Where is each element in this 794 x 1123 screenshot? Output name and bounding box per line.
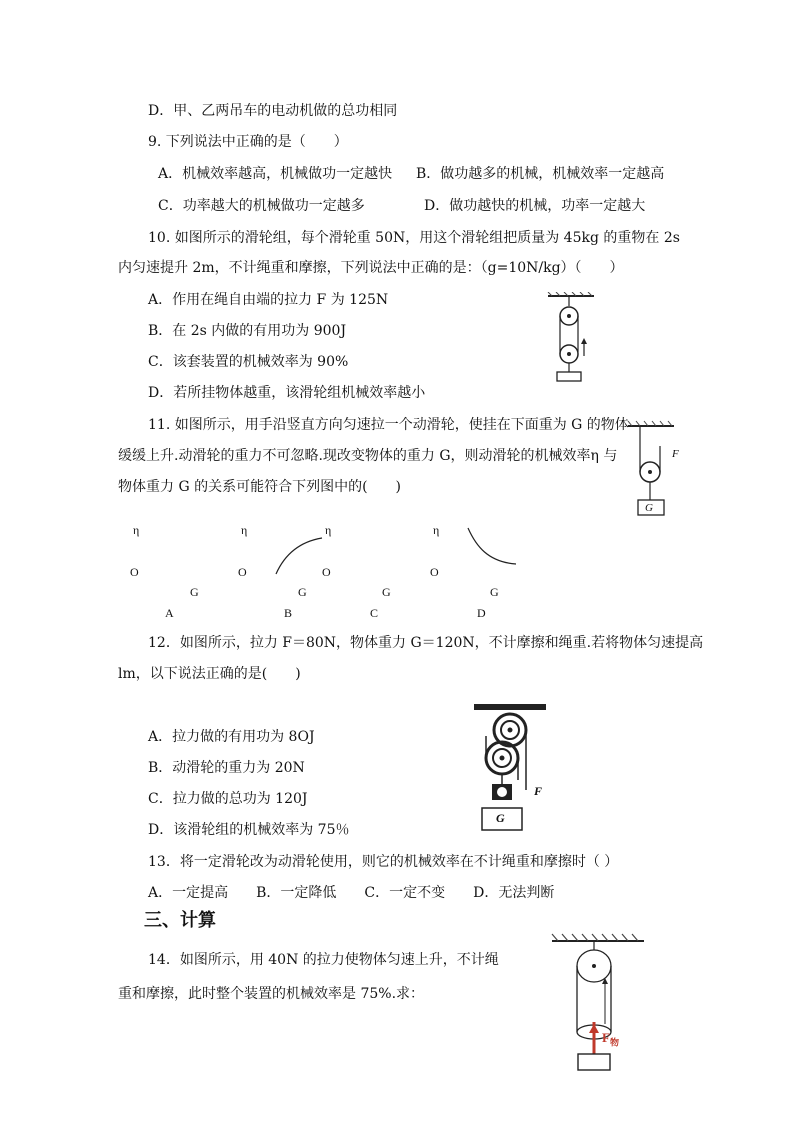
graph-b-eta-label: η bbox=[241, 523, 248, 537]
q12-pulley-figure bbox=[472, 702, 552, 834]
graph-b-letter: B bbox=[284, 606, 293, 620]
q10-option-c: C．该套装置的机械效率为 90% bbox=[148, 354, 349, 370]
q9-stem: 9. 下列说法中正确的是（ ） bbox=[148, 134, 348, 150]
graph-c-axis-label: G bbox=[382, 585, 391, 599]
graph-b-curve bbox=[270, 532, 330, 578]
graph-d-eta-label: η bbox=[433, 523, 440, 537]
graph-a-letter: A bbox=[165, 606, 174, 620]
q11-stem-line3: 物体重力 G 的关系可能符合下列图中的( ) bbox=[118, 479, 402, 495]
graph-d-axis-label: G bbox=[490, 585, 499, 599]
q11-force-label: F bbox=[672, 448, 679, 460]
section-title-calculation: 三、计算 bbox=[144, 910, 216, 931]
graph-a-origin-label: O bbox=[130, 565, 139, 579]
graph-c-eta-label: η bbox=[325, 523, 332, 537]
q10-option-d: D．若所挂物体越重，该滑轮组机械效率越小 bbox=[148, 385, 426, 401]
q12-option-d: D．该滑轮组的机械效率为 75％ bbox=[148, 822, 350, 838]
q12-stem-line1: 12．如图所示，拉力 F＝80N，物体重力 G＝120N，不计摩擦和绳重.若将物体匀速提高 bbox=[148, 635, 704, 651]
q11-pulley-figure bbox=[626, 420, 686, 522]
q12-option-a: A．拉力做的有用功为 8OJ bbox=[148, 729, 315, 745]
q9-option-c: C．功率越大的机械做功一定越多 bbox=[158, 198, 365, 214]
graph-d-origin-label: O bbox=[430, 565, 439, 579]
q10-stem-line1: 10. 如图所示的滑轮组，每个滑轮重 50N，用这个滑轮组把质量为 45kg 的重物在 2s bbox=[148, 230, 680, 246]
graph-c-letter: C bbox=[370, 606, 379, 620]
graph-d-letter: D bbox=[477, 606, 486, 620]
q12-stem-line2: lm，以下说法正确的是( ) bbox=[118, 666, 301, 682]
q11-stem-line1: 11. 如图所示，用手沿竖直方向匀速拉一个动滑轮，使挂在下面重为 G 的物体 bbox=[148, 417, 629, 433]
q14-force-subscript: 物 bbox=[609, 1037, 619, 1048]
q14-stem-line2: 重和摩擦，此时整个装置的机械效率是 75%.求： bbox=[118, 986, 425, 1002]
q11-stem-line2: 缓缓上升.动滑轮的重力不可忽略.现改变物体的重力 G，则动滑轮的机械效率η 与 bbox=[118, 448, 618, 464]
graph-b-axis-label: G bbox=[298, 585, 307, 599]
q12-option-c: C．拉力做的总功为 120J bbox=[148, 791, 308, 807]
q13-options: A．一定提高 B．一定降低 C．一定不变 D．无法判断 bbox=[148, 885, 555, 901]
q10-option-a: A．作用在绳自由端的拉力 F 为 125N bbox=[148, 292, 389, 308]
q9-option-a: A．机械效率越高，机械做功一定越快 bbox=[158, 166, 393, 182]
q12-weight-label: G bbox=[496, 811, 505, 825]
graph-c-origin-label: O bbox=[322, 565, 331, 579]
q10-stem-line2: 内匀速提升 2m，不计绳重和摩擦，下列说法中正确的是：（g=10N/kg）（ ） bbox=[118, 260, 624, 276]
q9-option-b: B．做功越多的机械，机械效率一定越高 bbox=[416, 166, 665, 182]
q14-force-letter: F bbox=[602, 1030, 610, 1045]
graph-a-axis-label: G bbox=[190, 585, 199, 599]
q12-option-b: B．动滑轮的重力为 20N bbox=[148, 760, 305, 776]
q9-option-d: D．做功越快的机械，功率一定越大 bbox=[424, 198, 646, 214]
graph-a-eta-label: η bbox=[133, 523, 140, 537]
q10-pulley-figure bbox=[544, 292, 600, 384]
q12-force-label: F bbox=[534, 784, 543, 798]
q13-stem: 13．将一定滑轮改为动滑轮使用，则它的机械效率在不计绳重和摩擦时（ ） bbox=[148, 854, 619, 870]
q11-weight-label: G bbox=[645, 502, 653, 514]
q14-force-label bbox=[602, 1030, 619, 1049]
q14-stem-line1: 14．如图所示，用 40N 的拉力使物体匀速上升，不计绳 bbox=[148, 952, 499, 968]
graph-b-origin-label: O bbox=[238, 565, 247, 579]
graph-d-curve bbox=[462, 522, 522, 568]
q14-pulley-figure bbox=[548, 932, 648, 1074]
q8-option-d: D．甲、乙两吊车的电动机做的总功相同 bbox=[148, 103, 398, 119]
q10-option-b: B．在 2s 内做的有用功为 900J bbox=[148, 323, 347, 339]
